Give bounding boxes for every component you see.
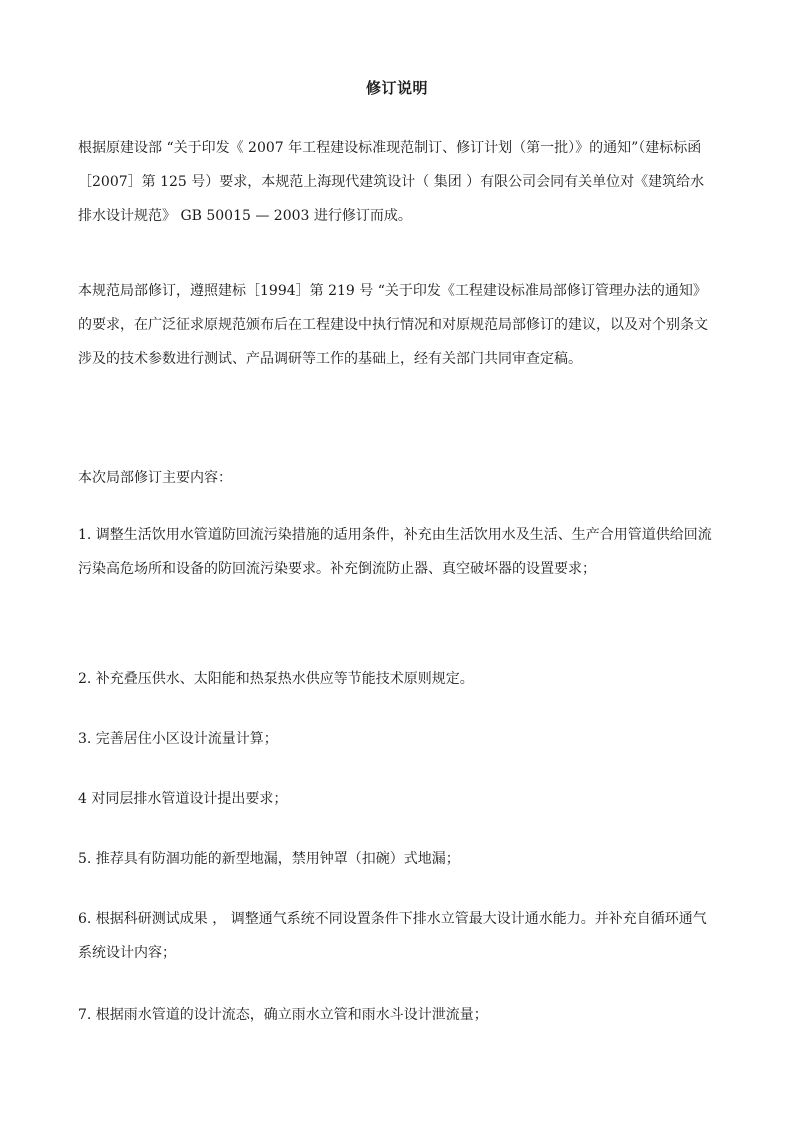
paragraph-background: 根据原建设部 “关于印发《 2007 年工程建设标准现范制订、修订计划（第一批）》的通知”（建标标函［2007］第 125 号）要求，本规范上海现代建筑设计（ 集团 ）有限公司会同有关单位对《建筑给水排水设计规范》 GB 50015 — 2003 进行修订而成。 [78,140,705,224]
list-item-6: 6. 根据科研测试成果 ， 调整通气系统不同设置条件下排水立管最大设计通水能力。并补充自循环通气系统设计内容； [78,911,707,961]
paragraph-main-contents-heading: 本次局部修订主要内容： [78,470,232,486]
list-item-7: 7. 根据雨水管道的设计流态，确立雨水立管和雨水斗设计泄流量； [78,1007,488,1023]
list-item-3: 3. 完善居住小区设计流量计算； [78,731,278,747]
page-title: 修订说明 [365,79,428,97]
paragraph-revision-basis: 本规范局部修订，遵照建标［1994］第 219 号 “关于印发《工程建设标准局部修订管理办法的通知》的要求，在广泛征求原规范颁布后在工程建设中执行情况和对原规范局部修订的建议，以及对个别条文涉及的技术参数进行测试、产品调研等工作的基础上，经有关部门共同审查定稿。 [78,283,708,367]
list-item-2: 2. 补充叠压供水、太阳能和热泵热水供应等节能技术原则规定。 [78,671,474,687]
list-item-5: 5. 推荐具有防涸功能的新型地漏，禁用钟罩（扣碗）式地漏； [78,851,460,867]
list-item-1: 1. 调整生活饮用水管道防回流污染措施的适用条件，补充由生活饮用水及生活、生产合用管道供给回流污染高危场所和设备的防回流污染要求。补充倒流防止器、真空破坏器的设置要求； [78,527,712,577]
list-item-4: 4 对同层排水管道设计提出要求； [78,791,288,807]
